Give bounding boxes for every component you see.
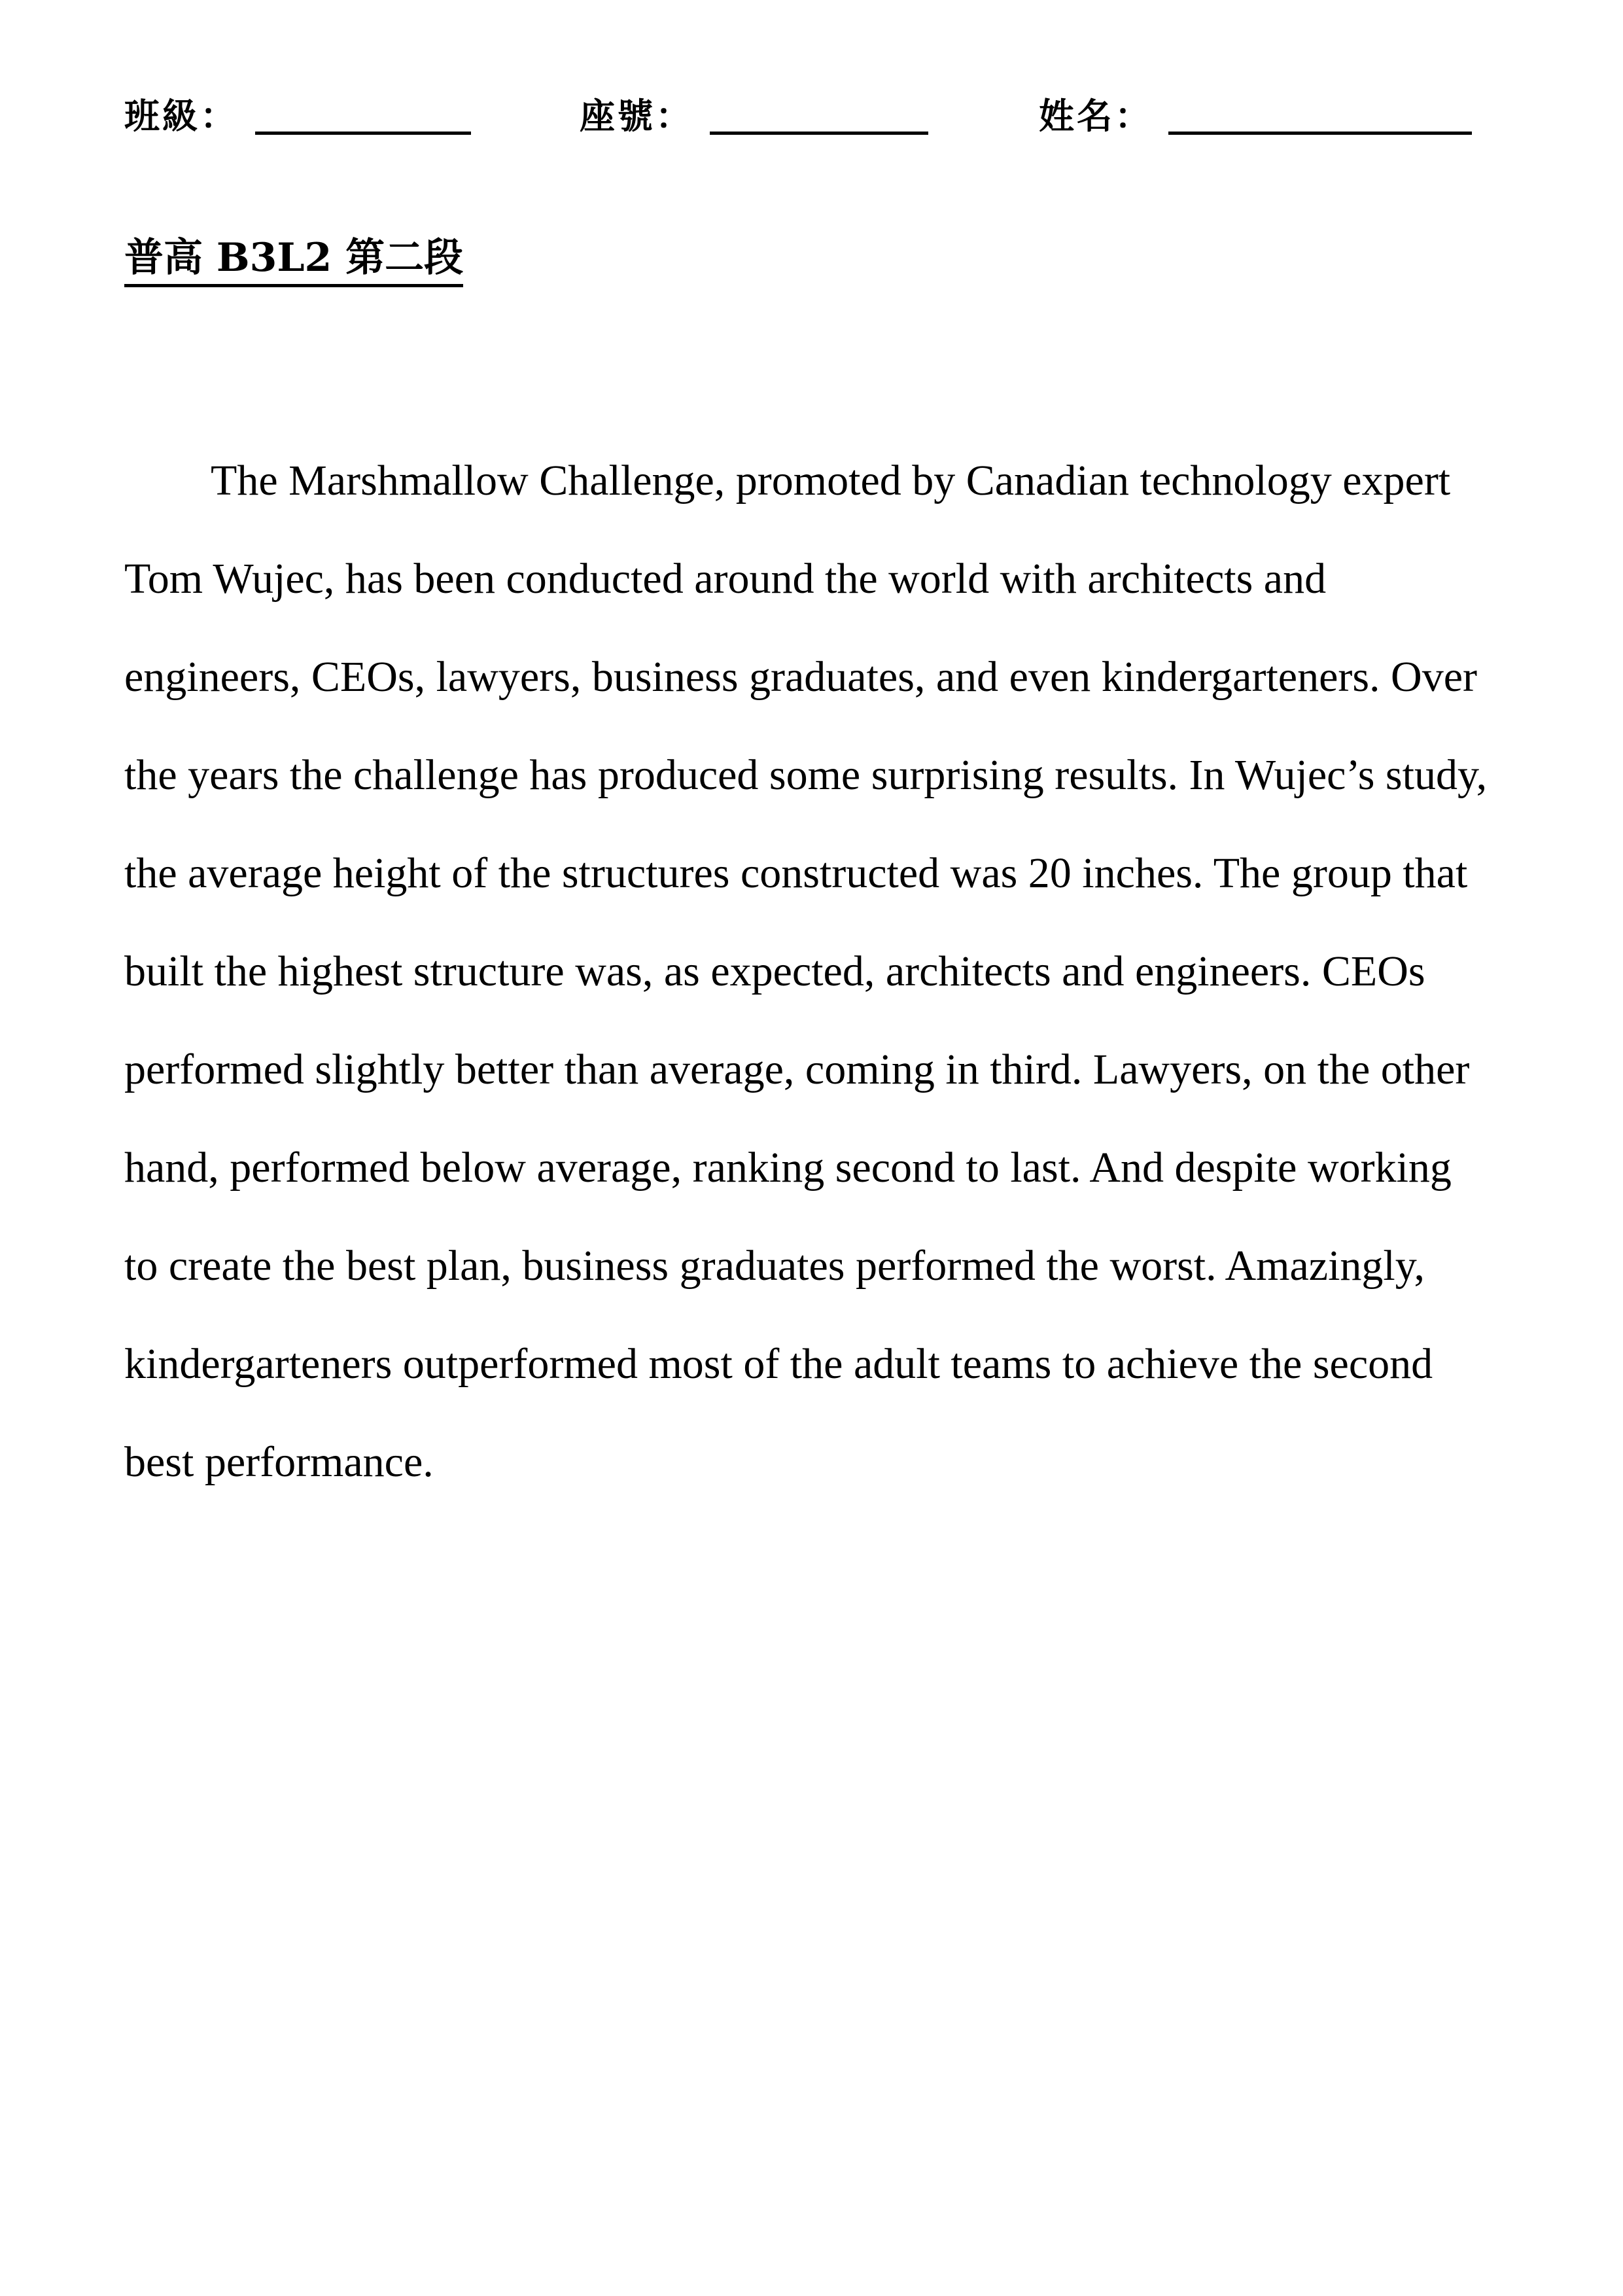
class-label: 班級： <box>124 96 238 137</box>
passage-line: performed slightly better than average, coming in third. Lawyers, on the other <box>124 1046 1470 1093</box>
passage-line: to create the best plan, business graduates performed the worst. Amazingly, <box>124 1242 1425 1290</box>
name-blank-line[interactable] <box>1168 132 1472 135</box>
passage-line: The Marshmallow Challenge, promoted by Canadian technology expert <box>211 457 1451 504</box>
passage-line: the years the challenge has produced some surprising results. In Wujec’s study, <box>124 751 1488 799</box>
passage-line: Tom Wujec, has been conducted around the world with architects and <box>124 555 1327 603</box>
passage-line: kindergarteners outperformed most of the adult teams to achieve the second <box>124 1340 1433 1388</box>
section-title: 普高 B3L2 第二段 <box>124 234 463 287</box>
passage-line: the average height of the structures constructed was 20 inches. The group that <box>124 849 1468 897</box>
passage-paragraph <box>124 432 1531 1511</box>
passage-line: engineers, CEOs, lawyers, business graduates, and even kindergarteners. Over <box>124 653 1477 701</box>
name-label: 姓名： <box>1039 96 1153 137</box>
seat-number-blank-line[interactable] <box>710 132 928 135</box>
class-blank-line[interactable] <box>255 132 471 135</box>
seat-number-label: 座號： <box>580 96 693 137</box>
passage-line: built the highest structure was, as expected, architects and engineers. CEOs <box>124 947 1425 995</box>
passage-line: best performance. <box>124 1438 434 1486</box>
passage-line: hand, performed below average, ranking second to last. And despite working <box>124 1144 1452 1192</box>
